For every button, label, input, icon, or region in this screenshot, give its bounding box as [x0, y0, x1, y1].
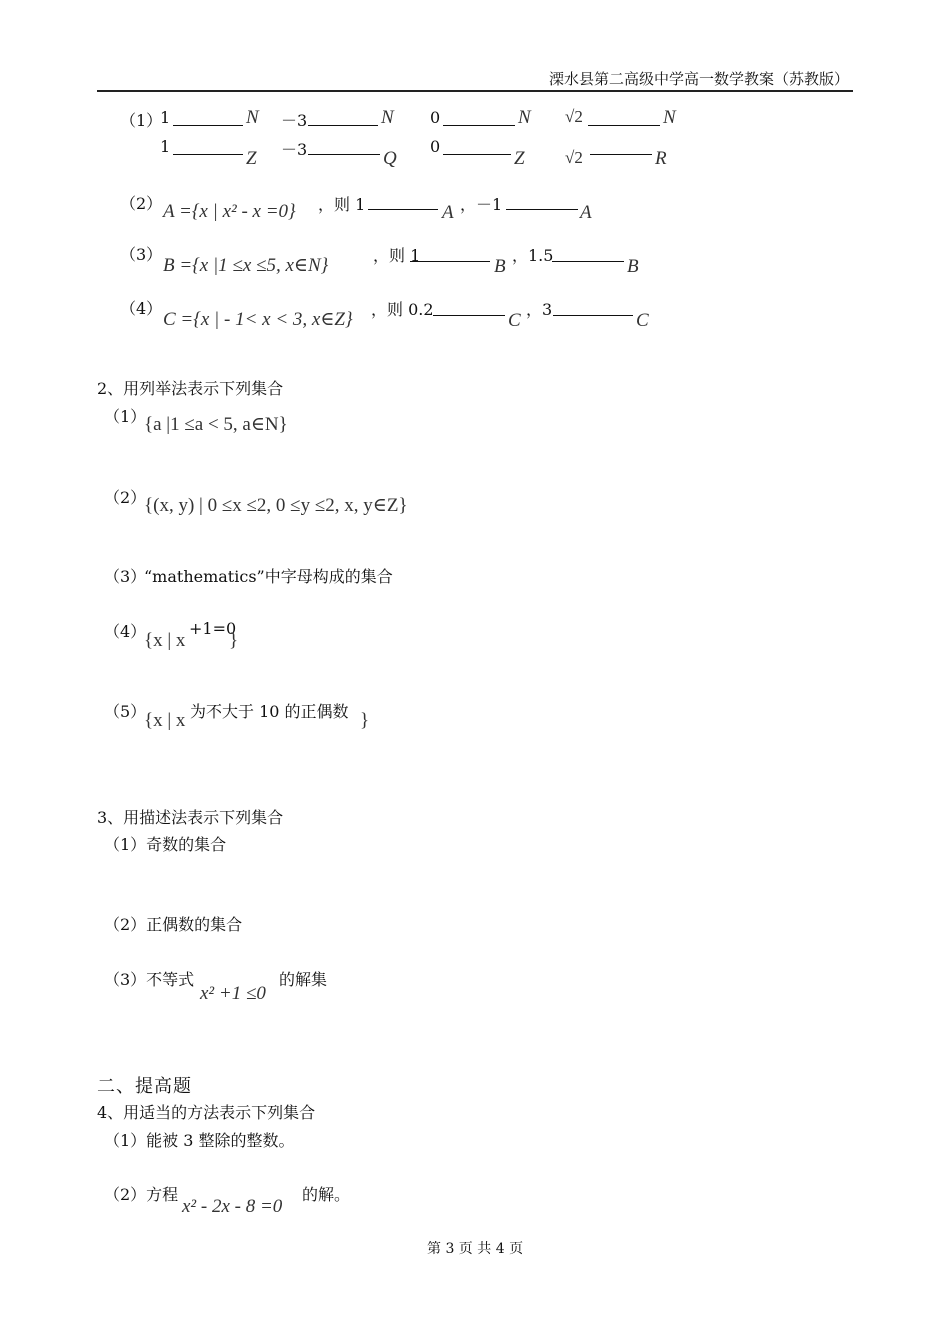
- answer-blank[interactable]: [308, 153, 380, 155]
- q4-item: （2）方程: [104, 1185, 179, 1204]
- q3-item-expression: x² +1 ≤0: [200, 983, 266, 1004]
- page-number: 第 3 页 共 4 页: [427, 1241, 524, 1257]
- set-symbol: N: [381, 107, 394, 128]
- answer-blank[interactable]: [443, 124, 515, 126]
- sqrt-two: √2: [565, 107, 583, 126]
- q1-value: －3: [281, 111, 308, 130]
- q2-item-expression: {(x, y) | 0 ≤x ≤2, 0 ≤y ≤2, x, y∈Z}: [144, 495, 408, 516]
- q2-item-expression-close: }: [229, 630, 239, 651]
- set-symbol: A: [580, 202, 592, 223]
- set-symbol: Z: [514, 148, 525, 169]
- answer-blank[interactable]: [368, 208, 438, 210]
- set-symbol: N: [663, 107, 676, 128]
- set-symbol: B: [627, 256, 639, 277]
- q1-part3-label: （3）: [120, 245, 163, 264]
- q1-text: ，则 1: [373, 246, 421, 265]
- q1-part1-label: （1）: [120, 111, 163, 130]
- set-definition: A ={x | x² - x =0}: [163, 201, 296, 222]
- q1-value: 0: [430, 108, 441, 127]
- answer-blank[interactable]: [553, 314, 633, 316]
- answer-blank[interactable]: [443, 153, 511, 155]
- q3-item: （3）不等式: [104, 970, 195, 989]
- q3-item: （1）奇数的集合: [104, 835, 227, 854]
- q1-text: ，1.5: [512, 246, 554, 265]
- answer-blank[interactable]: [173, 153, 243, 155]
- q1-text: ，－1: [460, 195, 503, 214]
- q2-item-expression: {x | x: [144, 630, 186, 651]
- section-title: 二、提高题: [97, 1076, 192, 1097]
- q2-item-expression: {x | x: [144, 710, 186, 731]
- set-symbol: A: [442, 202, 454, 223]
- q3-item: 的解集: [279, 970, 328, 989]
- q1-value: 1: [160, 137, 171, 156]
- q1-value: 0: [430, 137, 441, 156]
- q1-text: ，则 0.2: [371, 300, 434, 319]
- q4-item: 的解。: [302, 1185, 351, 1204]
- q2-title: 2、用列举法表示下列集合: [97, 379, 284, 398]
- q1-text: ，3: [526, 300, 553, 319]
- answer-blank[interactable]: [552, 260, 624, 262]
- header-divider: [97, 90, 853, 92]
- q2-item-expression-close: }: [360, 710, 370, 731]
- q2-item-text: 为不大于 10 的正偶数: [190, 702, 349, 721]
- set-symbol: R: [655, 148, 667, 169]
- q4-item-expression: x² - 2x - 8 =0: [182, 1196, 283, 1217]
- q2-item-superscript: +1=0: [189, 619, 237, 638]
- answer-blank[interactable]: [588, 124, 660, 126]
- q2-item-label: （5）: [104, 702, 147, 721]
- set-symbol: C: [508, 310, 521, 331]
- q3-item: （2）正偶数的集合: [104, 915, 243, 934]
- q1-part4-label: （4）: [120, 299, 163, 318]
- answer-blank[interactable]: [308, 124, 378, 126]
- set-symbol: B: [494, 256, 506, 277]
- answer-blank[interactable]: [410, 260, 490, 262]
- q1-value: －3: [281, 140, 308, 159]
- q2-item-label: （4）: [104, 622, 147, 641]
- q4-item: （1）能被 3 整除的整数。: [104, 1131, 295, 1150]
- q1-text: ，则 1: [318, 195, 366, 214]
- q1-value: 1: [160, 108, 171, 127]
- q3-title: 3、用描述法表示下列集合: [97, 808, 284, 827]
- q2-item-label: （2）: [104, 488, 147, 507]
- sqrt-two: √2: [565, 148, 583, 167]
- q4-title: 4、用适当的方法表示下列集合: [97, 1103, 316, 1122]
- set-symbol: C: [636, 310, 649, 331]
- q2-item-label: （3）: [104, 567, 147, 586]
- q2-item-label: （1）: [104, 407, 147, 426]
- answer-blank[interactable]: [506, 208, 578, 210]
- set-symbol: Q: [383, 148, 397, 169]
- set-definition: B ={x |1 ≤x ≤5, x∈N}: [163, 255, 329, 276]
- set-symbol: Z: [246, 148, 257, 169]
- set-symbol: N: [518, 107, 531, 128]
- set-definition: C ={x | - 1< x < 3, x∈Z}: [163, 309, 353, 330]
- q2-item-expression: {a |1 ≤a < 5, a∈N}: [144, 414, 288, 435]
- answer-blank[interactable]: [173, 124, 243, 126]
- answer-blank[interactable]: [590, 153, 652, 155]
- q2-item-text: “mathematics”中字母构成的集合: [144, 567, 393, 586]
- q1-part2-label: （2）: [120, 194, 163, 213]
- page-header-title: 溧水县第二高级中学高一数学教案（苏教版）: [549, 70, 850, 88]
- set-symbol: N: [246, 107, 259, 128]
- answer-blank[interactable]: [433, 314, 505, 316]
